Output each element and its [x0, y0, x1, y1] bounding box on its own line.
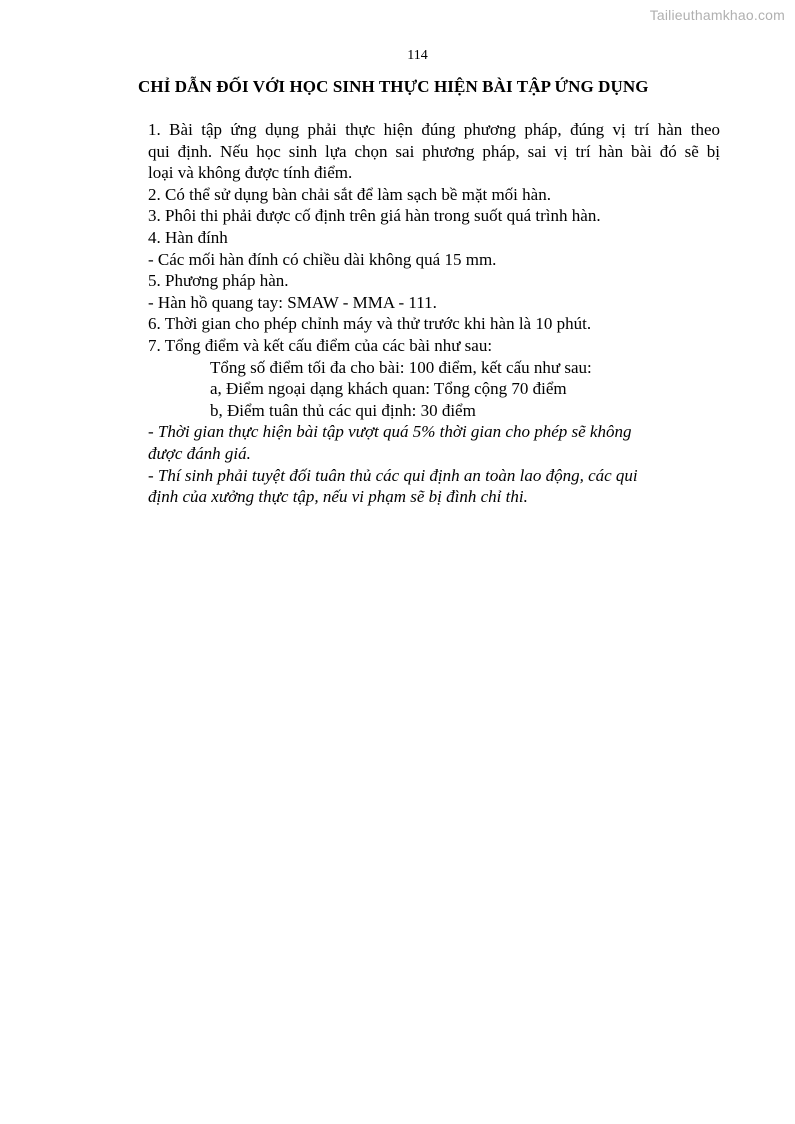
- text-line: 2. Có thể sử dụng bàn chải sắt để làm sạch bề mặt mối hàn.: [148, 184, 551, 204]
- text-line: 5. Phương pháp hàn.: [148, 271, 289, 291]
- text-line: qui định. Nếu học sinh lựa chọn sai phương pháp, sai vị trí hàn bài đó sẽ bị: [148, 141, 720, 161]
- text-line: - Các mối hàn đính có chiều dài không quá 15 mm.: [148, 249, 497, 269]
- page-title: CHỈ DẪN ĐỐI VỚI HỌC SINH THỰC HIỆN BÀI TẬP ỨNG DỤNG: [138, 77, 649, 96]
- text-line: 4. Hàn đính: [148, 227, 228, 247]
- text-line: 6. Thời gian cho phép chỉnh máy và thử trước khi hàn là 10 phút.: [148, 314, 592, 334]
- text-line: 1. Bài tập ứng dụng phải thực hiện đúng phương pháp, đúng vị trí hàn theo: [148, 120, 720, 139]
- watermark: Tailieuthamkhao.com: [649, 7, 785, 23]
- text-line: 7. Tổng điểm và kết cấu điểm của các bài như sau:: [148, 335, 493, 355]
- text-line: - Hàn hồ quang tay: SMAW - MMA - 111.: [148, 292, 437, 312]
- page-number: 114: [407, 48, 428, 63]
- text-line: loại và không được tính điểm.: [148, 163, 353, 183]
- text-line: - Thí sinh phải tuyệt đối tuân thủ các qui định an toàn lao động, các qui: [148, 465, 638, 485]
- text-line: b, Điểm tuân thủ các qui định: 30 điểm: [210, 400, 476, 420]
- text-line: 3. Phôi thi phải được cố định trên giá hàn trong suốt quá trình hàn.: [148, 206, 601, 226]
- text-line: - Thời gian thực hiện bài tập vượt quá 5% thời gian cho phép sẽ không: [148, 422, 632, 442]
- text-line: được đánh giá.: [148, 443, 251, 463]
- instructions-body: [148, 119, 720, 508]
- text-line: a, Điểm ngoại dạng khách quan: Tổng cộng 70 điểm: [210, 379, 567, 399]
- text-line: Tổng số điểm tối đa cho bài: 100 điểm, kết cấu như sau:: [210, 357, 592, 377]
- text-line: định của xưởng thực tập, nếu vi phạm sẽ bị đình chỉ thi.: [148, 487, 528, 507]
